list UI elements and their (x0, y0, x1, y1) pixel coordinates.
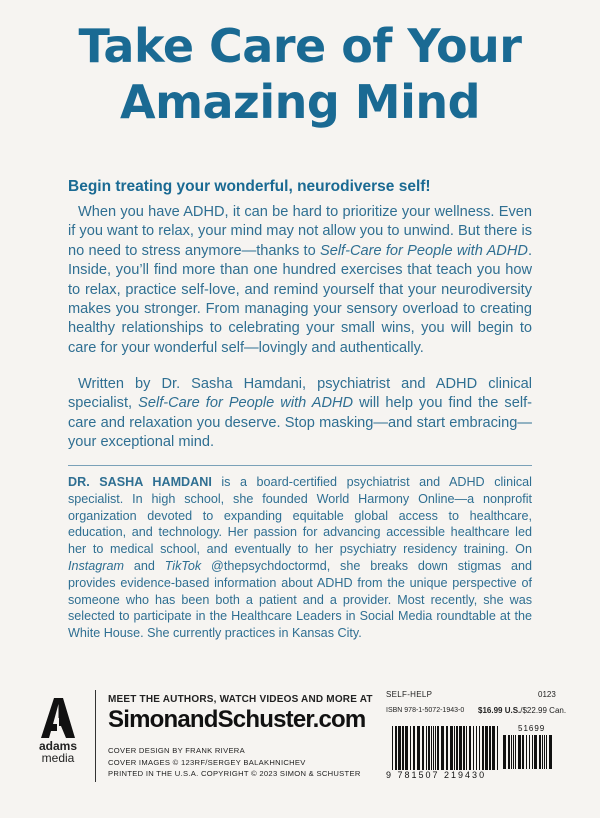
barcode-bar (410, 726, 411, 770)
barcode-bar (428, 726, 430, 770)
barcode-bar (466, 726, 467, 770)
barcode-bar (534, 735, 537, 769)
barcode-bar (463, 726, 465, 770)
price-text (478, 706, 566, 715)
ean-number: 9 781507 219430 (386, 770, 487, 780)
barcode-bar (431, 726, 432, 770)
barcode-bar (482, 726, 484, 770)
barcode-bar (518, 735, 521, 769)
barcode-bar (549, 735, 552, 769)
barcode-bar (417, 726, 420, 770)
barcode-bar (532, 735, 533, 769)
barcode-bar (513, 735, 514, 769)
meet-authors-text: MEET THE AUTHORS, WATCH VIDEOS AND MORE AT (108, 694, 373, 705)
barcode-bar (426, 726, 427, 770)
barcode-bar (392, 726, 393, 770)
p1-text-a: When you have ADHD, it can be hard to prioritize your wellness. Even if you want to relax, your mind may not allow you to unwind. But there is no need to stress anymore—thanks to (68, 204, 532, 259)
title-line-2: Amazing Mind (119, 75, 481, 129)
logo-text-media: media (41, 751, 75, 765)
barcode-bar (503, 735, 506, 769)
section-divider (68, 465, 532, 466)
title-line-1: Take Care of Your (78, 19, 522, 73)
price-can: /$22.99 Can. (520, 706, 567, 715)
bio-text-a: is a board-certified psychiatrist and ADHD clinical specialist. In high school, she founded World Harmony Online—a nonprofit organization devoted to expanding equitable global access to healthcare, education, and technology. Her passion for advancing accessible healthcare led her to medical school, and eventually to her psychiatry residency training. On (68, 475, 532, 557)
barcode-bar (454, 726, 455, 770)
barcode-bar (402, 726, 404, 770)
price-us: $16.99 U.S. (478, 706, 521, 715)
barcode-bar (544, 735, 545, 769)
barcode-bar (422, 726, 424, 770)
price-barcode (503, 735, 555, 769)
cover-credits (108, 745, 361, 780)
category-label: SELF-HELP (386, 690, 433, 699)
barcode-bar (522, 735, 524, 769)
adams-a-icon (41, 698, 75, 738)
barcode-bar (473, 726, 474, 770)
barcode-bar (398, 726, 401, 770)
author-bio (68, 474, 532, 642)
barcode-bar (489, 726, 491, 770)
isbn-barcode (392, 726, 500, 770)
credit-design: COVER DESIGN BY FRANK RIVERA (108, 746, 245, 755)
credit-copyright: PRINTED IN THE U.S.A. COPYRIGHT © 2023 SIMON & SCHUSTER (108, 769, 361, 778)
barcode-bar (413, 726, 415, 770)
p2-text-a: Written by Dr. Sasha Hamdani, psychiatrist and ADHD clinical specialist, (68, 376, 532, 412)
publisher-website: SimonandSchuster.com (108, 706, 366, 733)
tiktok-label: TikTok (164, 558, 202, 573)
barcode-bar (433, 726, 434, 770)
p2-book-title: Self-Care for People with ADHD (138, 395, 354, 412)
barcode-bar (542, 735, 543, 769)
description-paragraph-2 (68, 375, 532, 453)
adams-media-logo (36, 698, 80, 765)
book-title (0, 18, 600, 130)
barcode-bar (405, 726, 408, 770)
p1-book-title: Self-Care for People with ADHD (319, 242, 528, 259)
barcode-bar (459, 726, 462, 770)
barcode-bar (469, 726, 471, 770)
barcode-bar (511, 735, 512, 769)
logo-text-adams: adams (38, 739, 78, 753)
print-code: 0123 (538, 690, 556, 699)
barcode-bar (441, 726, 444, 770)
barcode-bar (479, 726, 480, 770)
addon-number: 51699 (518, 724, 546, 733)
author-name: DR. SASHA HAMDANI (68, 475, 212, 489)
bio-text-b: @thepsychdoctormd, she breaks down stigmas and provides evidence-based information about ADHD from the unique perspective of someone who has been both a patient and a provider. Most recently, she was selected to participate in the Healthcare Leaders in Social Media roundtable at the White House. She currently practices in Kansas City. (68, 558, 532, 641)
barcode-bar (435, 726, 436, 770)
barcode-bar (437, 726, 439, 770)
barcode-bar (529, 735, 530, 769)
isbn-text: ISBN 978-1-5072-1943-0 (386, 707, 465, 714)
instagram-label: Instagram (68, 558, 124, 573)
barcode-bar (526, 735, 527, 769)
barcode-bar (446, 726, 448, 770)
barcode-bar (492, 726, 495, 770)
barcode-bar (497, 726, 498, 770)
barcode-bar (485, 726, 488, 770)
barcode-bar (508, 735, 510, 769)
barcode-bar (476, 726, 477, 770)
publisher-divider (95, 690, 96, 782)
description-paragraph-1 (68, 203, 532, 358)
bio-and: and (124, 558, 165, 573)
barcode-bar (456, 726, 458, 770)
barcode-bar (450, 726, 453, 770)
barcode-bar (395, 726, 397, 770)
tagline: Begin treating your wonderful, neurodiverse self! (68, 178, 431, 195)
barcode-bar (515, 735, 516, 769)
barcode-bar (546, 735, 547, 769)
p2-text-b: will help you find the self-care and relaxation you deserve. Stop masking—and start embracing—your exceptional mind. (68, 395, 532, 451)
credit-images: COVER IMAGES © 123RF/SERGEY BALAKHNICHEV (108, 757, 306, 767)
p1-text-b: . Inside, you’ll find more than one hundred exercises that teach you how to relax, practice self-love, and remind yourself that your neurodiversity makes you stronger. From managing your sensory overload to creating healthy relationships to celebrating your small wins, you will begin to care for your wonderful self—lovingly and authentically. (68, 242, 532, 356)
barcode-bar (539, 735, 541, 769)
